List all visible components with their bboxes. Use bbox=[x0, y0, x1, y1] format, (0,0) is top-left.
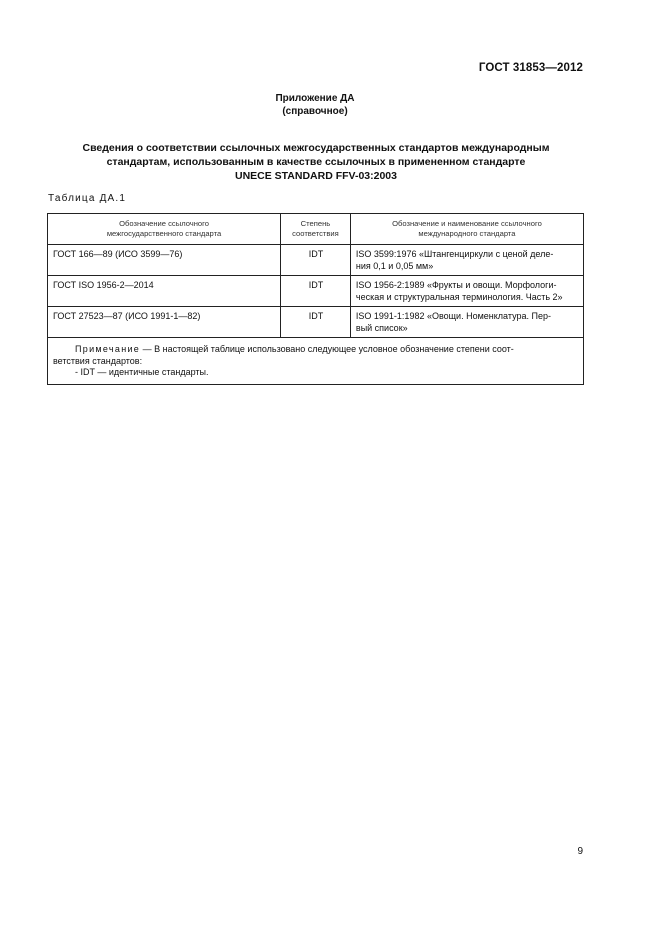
note-text: - IDT — идентичные стандарты. bbox=[75, 367, 209, 377]
column-header-degree: Степень соответствия bbox=[281, 214, 351, 245]
appendix-title: Приложение ДА bbox=[275, 93, 355, 104]
correspondence-table bbox=[47, 213, 584, 385]
column-header-standard: Обозначение ссылочного межгосударственного стандарта bbox=[48, 214, 281, 245]
table-row bbox=[48, 276, 584, 307]
appendix-heading bbox=[0, 92, 630, 118]
main-title-line: UNECE STANDARD FFV-03:2003 bbox=[234, 170, 397, 182]
main-title-line: стандартам, использованным в качестве ссылочных в примененном стандарте bbox=[106, 156, 526, 168]
cell-international: ISO 3599:1976 «Штангенциркули с ценой деле- ния 0,1 и 0,05 мм» bbox=[350, 245, 583, 276]
main-title bbox=[48, 141, 584, 183]
cell-standard: ГОСТ 166—89 (ИСО 3599—76) bbox=[48, 245, 281, 276]
page-number: 9 bbox=[577, 846, 583, 857]
main-title-line: Сведения о соответствии ссылочных межгосударственных стандартов международным bbox=[82, 142, 550, 154]
table-note bbox=[48, 338, 584, 385]
table-row bbox=[48, 307, 584, 338]
cell-degree: IDT bbox=[281, 245, 351, 276]
cell-standard: ГОСТ ISO 1956-2—2014 bbox=[48, 276, 281, 307]
note-text: — В настоящей таблице использовано следующее условное обозначение степени соот- bbox=[140, 344, 514, 354]
cell-international: ISO 1956-2:1989 «Фрукты и овощи. Морфологи- ческая и структуральная терминология. Часть 2» bbox=[350, 276, 583, 307]
table-label: Таблица ДА.1 bbox=[48, 193, 127, 204]
table-row bbox=[48, 245, 584, 276]
table-header-row bbox=[48, 214, 584, 245]
note-heading: Примечание bbox=[75, 344, 141, 354]
table-note-row bbox=[48, 338, 584, 385]
cell-degree: IDT bbox=[281, 276, 351, 307]
column-header-international: Обозначение и наименование ссылочного международного стандарта bbox=[350, 214, 583, 245]
cell-standard: ГОСТ 27523—87 (ИСО 1991-1—82) bbox=[48, 307, 281, 338]
appendix-subtitle: (справочное) bbox=[282, 106, 348, 117]
cell-international: ISO 1991-1:1982 «Овощи. Номенклатура. Пер- вый список» bbox=[350, 307, 583, 338]
document-code: ГОСТ 31853—2012 bbox=[478, 62, 583, 74]
note-text: ветствия стандартов: bbox=[53, 355, 143, 366]
cell-degree: IDT bbox=[281, 307, 351, 338]
